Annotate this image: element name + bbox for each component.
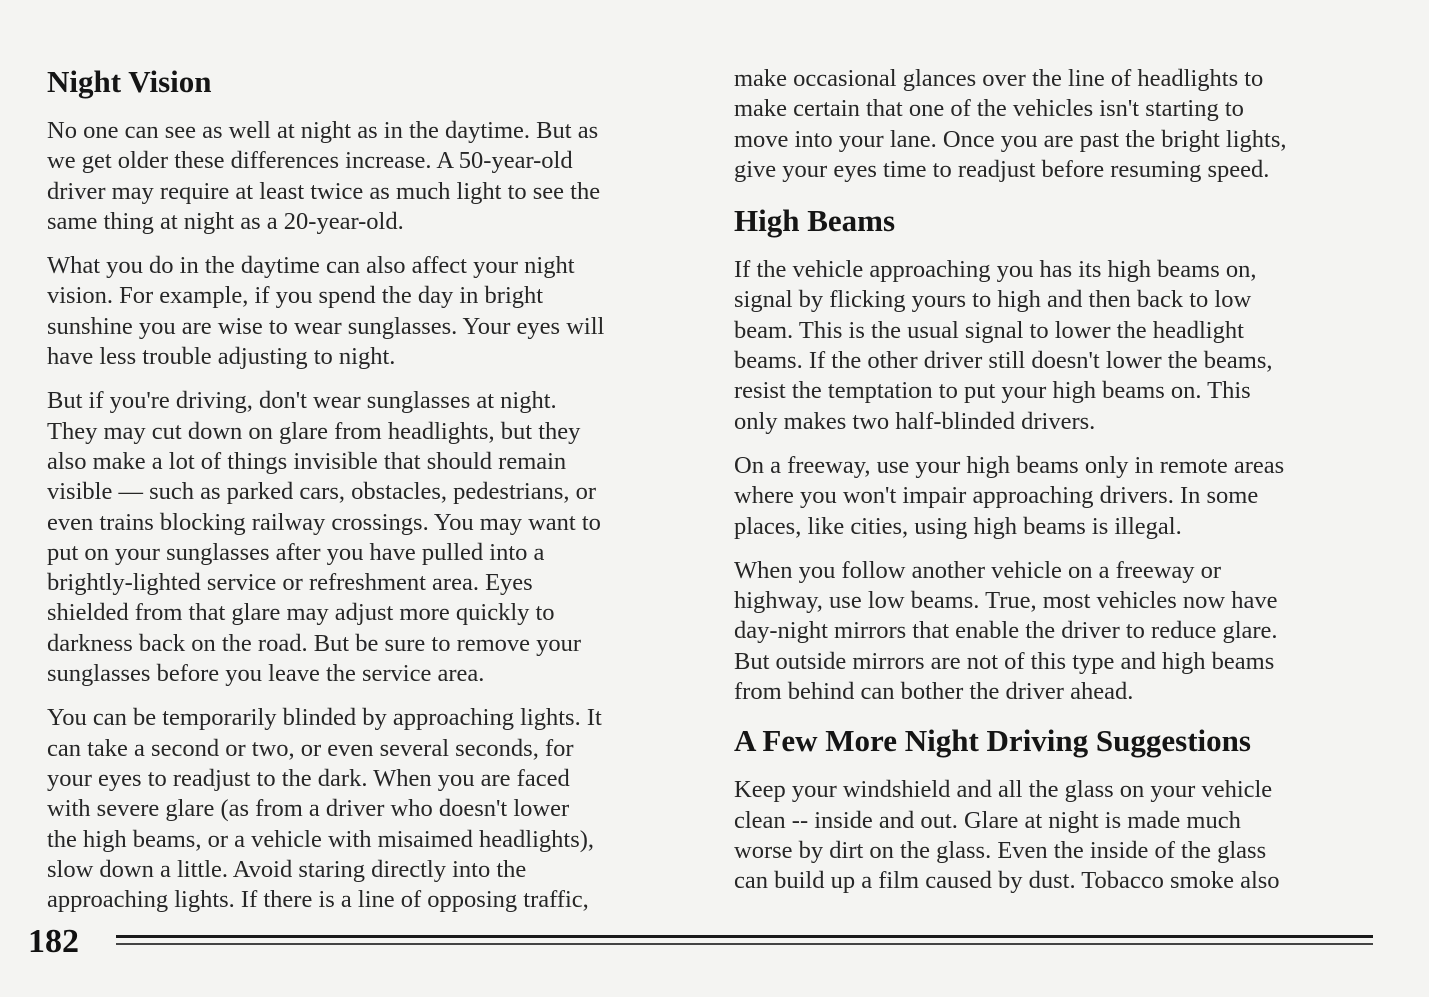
footer-rule-thin (116, 943, 1373, 945)
page-number: 182 (28, 923, 79, 960)
night-vision-paragraph-3: But if you're driving, don't wear sunglasses at night. They may cut down on glare from headlights, but they also make a lot of things invisible that should remain visible — such as parked cars, obstacles, pedestrians, or even trains blocking railway crossings. You may want to put on your sunglasses after you have pulled into a brightly-lighted service or refreshment area. Eyes shielded from that glare may adjust more quickly to darkness back on the road. But be sure to remove your sunglasses before you leave the service area. (47, 387, 601, 688)
left-column (47, 0, 687, 929)
right-column (734, 0, 1374, 897)
suggestions-paragraph: Keep your windshield and all the glass on your vehicle clean -- inside and out. Glare at night is made much worse by dirt on the glass. Even the inside of the glass can build up a film caused by dust. Tobacco smoke also (734, 776, 1280, 895)
night-vision-paragraph-2: What you do in the daytime can also affect your night vision. For example, if you spend the day in bright sunshine you are wise to wear sunglasses. Your eyes will have less trouble adjusting to night. (47, 252, 605, 371)
footer-rule-thick (116, 935, 1373, 938)
night-vision-paragraph-1: No one can see as well at night as in the daytime. But as we get older these differences increase. A 50-year-old driver may require at least twice as much light to see the same thing at night as a 20-year-old. (47, 117, 601, 235)
continued-paragraph: make occasional glances over the line of headlights to make certain that one of the vehicles isn't starting to move into your lane. Once you are past the bright lights, give your eyes time to readjust before resuming speed. (734, 65, 1287, 183)
night-vision-paragraph-4: You can be temporarily blinded by approaching lights. It can take a second or two, or even several seconds, for your eyes to readjust to the dark. When you are faced with severe glare (as from a driver who doesn't lower the high beams, or a vehicle with misaimed headlights), slow down a little. Avoid staring directly into the approaching lights. If there is a line of opposing traffic, (47, 704, 602, 914)
night-vision-heading: Night Vision (47, 64, 212, 99)
high-beams-paragraph-2: On a freeway, use your high beams only in remote areas where you won't impair approaching drivers. In some places, like cities, using high beams is illegal. (734, 451, 1285, 540)
night-driving-suggestions-heading: A Few More Night Driving Suggestions (734, 723, 1251, 759)
high-beams-heading: High Beams (734, 203, 896, 239)
page-footer (28, 922, 1373, 962)
high-beams-paragraph-1: If the vehicle approaching you has its high beams on, signal by flicking yours to high and then back to low beam. This is the usual signal to lower the headlight beams. If the other driver still doesn't lower the beams, resist the temptation to put your high beams on. This only makes two half-blinded drivers. (734, 256, 1273, 435)
high-beams-paragraph-3: When you follow another vehicle on a freeway or highway, use low beams. True, most vehicles now have day-night mirrors that enable the driver to reduce glare. But outside mirrors are not of this type and high beams from behind can bother the driver ahead. (734, 556, 1278, 706)
